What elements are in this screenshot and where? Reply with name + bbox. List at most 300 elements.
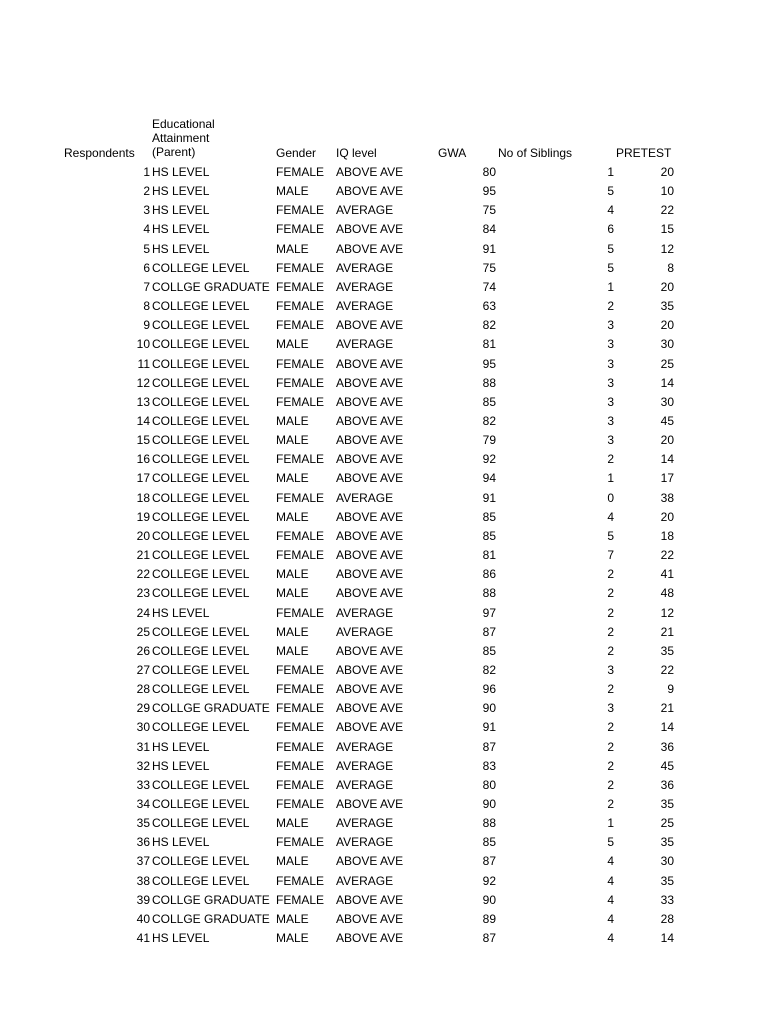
table-row	[0, 893, 768, 908]
siblings-cell: 3	[607, 337, 614, 352]
gender-cell: MALE	[276, 911, 309, 926]
gwa-cell: 84	[482, 222, 496, 237]
iq-level-cell: ABOVE AVE	[336, 796, 404, 811]
respondent-number: 27	[136, 662, 150, 677]
siblings-cell: 4	[607, 911, 614, 926]
siblings-cell: 7	[607, 548, 614, 562]
table-row	[0, 471, 768, 486]
educational-attainment-cell: COLLEGE LEVEL	[152, 509, 250, 524]
header-gender: Gender	[276, 146, 317, 160]
gender-cell: MALE	[276, 509, 309, 524]
gender-cell: MALE	[276, 931, 309, 945]
gwa-cell: 82	[482, 413, 496, 428]
pretest-cell: 20	[660, 165, 674, 179]
respondent-number: 41	[136, 931, 150, 945]
gwa-cell: 85	[482, 835, 496, 850]
siblings-cell: 2	[607, 624, 614, 639]
educational-attainment-cell: COLLEGE LEVEL	[152, 586, 250, 601]
gwa-cell: 91	[482, 490, 496, 505]
pretest-cell: 15	[660, 222, 674, 237]
table-row	[0, 318, 768, 333]
table-row	[0, 912, 768, 927]
gender-cell: FEMALE	[276, 662, 325, 677]
table-row	[0, 280, 768, 295]
table-row	[0, 606, 768, 621]
pretest-cell: 14	[660, 452, 674, 467]
respondent-number: 30	[136, 720, 150, 735]
table-row	[0, 433, 768, 448]
table-row	[0, 242, 768, 257]
gender-cell: FEMALE	[276, 548, 325, 562]
pretest-cell: 17	[660, 471, 674, 486]
respondent-number: 26	[136, 643, 150, 658]
respondent-number: 17	[136, 471, 150, 486]
iq-level-cell: AVERAGE	[336, 624, 394, 639]
pretest-cell: 30	[660, 854, 674, 869]
respondent-number: 34	[136, 796, 150, 811]
respondent-number: 29	[136, 701, 150, 716]
educational-attainment-cell: COLLGE GRADUATE	[152, 279, 270, 294]
table-row	[0, 299, 768, 314]
gender-cell: FEMALE	[276, 777, 325, 792]
respondent-number: 21	[136, 548, 150, 562]
gwa-cell: 79	[482, 433, 496, 448]
iq-level-cell: ABOVE AVE	[336, 413, 404, 428]
siblings-cell: 5	[607, 528, 614, 543]
gwa-cell: 95	[482, 184, 496, 199]
pretest-cell: 35	[660, 873, 674, 888]
iq-level-cell: AVERAGE	[336, 203, 394, 218]
respondent-number: 1	[143, 165, 150, 179]
siblings-cell: 3	[607, 701, 614, 716]
educational-attainment-cell: COLLEGE LEVEL	[152, 318, 250, 333]
respondent-number: 7	[143, 279, 150, 294]
educational-attainment-cell: COLLEGE LEVEL	[152, 662, 250, 677]
educational-attainment-cell: COLLEGE LEVEL	[152, 643, 250, 658]
respondent-number: 25	[136, 624, 150, 639]
respondent-number: 35	[136, 816, 150, 831]
gwa-cell: 75	[482, 203, 496, 218]
respondent-number: 31	[136, 739, 150, 754]
educational-attainment-cell: COLLEGE LEVEL	[152, 777, 250, 792]
table-row	[0, 203, 768, 218]
siblings-cell: 3	[607, 375, 614, 390]
iq-level-cell: AVERAGE	[336, 758, 394, 773]
educational-attainment-cell: HS LEVEL	[152, 203, 210, 218]
educational-attainment-cell: COLLEGE LEVEL	[152, 854, 250, 869]
gwa-cell: 92	[482, 452, 496, 467]
iq-level-cell: ABOVE AVE	[336, 720, 404, 735]
iq-level-cell: ABOVE AVE	[336, 318, 404, 333]
siblings-cell: 4	[607, 854, 614, 869]
iq-level-cell: ABOVE AVE	[336, 931, 404, 945]
table-row	[0, 165, 768, 180]
gwa-cell: 92	[482, 873, 496, 888]
siblings-cell: 1	[607, 471, 614, 486]
table-row	[0, 931, 768, 946]
siblings-cell: 1	[607, 279, 614, 294]
educational-attainment-cell: COLLEGE LEVEL	[152, 375, 250, 390]
siblings-cell: 2	[607, 796, 614, 811]
gwa-cell: 85	[482, 394, 496, 409]
table-row	[0, 740, 768, 755]
pretest-cell: 21	[660, 701, 674, 716]
iq-level-cell: ABOVE AVE	[336, 165, 404, 179]
table-row	[0, 874, 768, 889]
gwa-cell: 90	[482, 701, 496, 716]
gwa-cell: 95	[482, 356, 496, 371]
educational-attainment-cell: COLLEGE LEVEL	[152, 394, 250, 409]
iq-level-cell: ABOVE AVE	[336, 892, 404, 907]
gender-cell: MALE	[276, 816, 309, 831]
siblings-cell: 2	[607, 567, 614, 582]
educational-attainment-cell: COLLEGE LEVEL	[152, 490, 250, 505]
iq-level-cell: ABOVE AVE	[336, 567, 404, 582]
pretest-cell: 35	[660, 835, 674, 850]
gwa-cell: 82	[482, 662, 496, 677]
gender-cell: FEMALE	[276, 318, 325, 333]
gender-cell: FEMALE	[276, 260, 325, 275]
gwa-cell: 87	[482, 739, 496, 754]
pretest-cell: 18	[660, 528, 674, 543]
table-row	[0, 759, 768, 774]
educational-attainment-cell: COLLEGE LEVEL	[152, 567, 250, 582]
educational-attainment-cell: HS LEVEL	[152, 835, 210, 850]
gender-cell: FEMALE	[276, 222, 325, 237]
iq-level-cell: ABOVE AVE	[336, 586, 404, 601]
respondent-number: 16	[136, 452, 150, 467]
gwa-cell: 87	[482, 624, 496, 639]
respondent-number: 38	[136, 873, 150, 888]
gwa-cell: 96	[482, 682, 496, 696]
educational-attainment-cell: COLLEGE LEVEL	[152, 433, 250, 448]
table-row	[0, 548, 768, 563]
pretest-cell: 22	[660, 203, 674, 218]
iq-level-cell: AVERAGE	[336, 605, 394, 620]
gwa-cell: 86	[482, 567, 496, 582]
pretest-cell: 45	[660, 758, 674, 773]
iq-level-cell: ABOVE AVE	[336, 222, 404, 237]
gwa-cell: 63	[482, 299, 496, 313]
educational-attainment-cell: HS LEVEL	[152, 605, 210, 620]
siblings-cell: 5	[607, 184, 614, 199]
iq-level-cell: ABOVE AVE	[336, 241, 404, 256]
respondent-number: 11	[137, 356, 150, 371]
iq-level-cell: AVERAGE	[336, 816, 394, 831]
siblings-cell: 5	[607, 260, 614, 275]
pretest-cell: 35	[660, 299, 674, 313]
respondent-number: 5	[143, 241, 150, 256]
gender-cell: MALE	[276, 184, 309, 199]
table-row	[0, 586, 768, 601]
respondent-number: 8	[143, 299, 150, 313]
pretest-cell: 36	[660, 777, 674, 792]
educational-attainment-cell: COLLGE GRADUATE	[152, 911, 270, 926]
siblings-cell: 1	[607, 165, 614, 179]
iq-level-cell: AVERAGE	[336, 777, 394, 792]
educational-attainment-cell: COLLEGE LEVEL	[152, 260, 250, 275]
gender-cell: MALE	[276, 471, 309, 486]
educational-attainment-cell: COLLEGE LEVEL	[152, 528, 250, 543]
table-row	[0, 625, 768, 640]
gender-cell: FEMALE	[276, 528, 325, 543]
siblings-cell: 3	[607, 413, 614, 428]
respondent-number: 20	[136, 528, 150, 543]
pretest-cell: 20	[660, 318, 674, 333]
gwa-cell: 81	[482, 337, 496, 352]
respondent-number: 2	[143, 184, 150, 199]
siblings-cell: 1	[607, 816, 614, 831]
siblings-cell: 2	[607, 720, 614, 735]
gender-cell: MALE	[276, 586, 309, 601]
table-row	[0, 663, 768, 678]
pretest-cell: 30	[660, 337, 674, 352]
respondent-number: 39	[136, 892, 150, 907]
gender-cell: FEMALE	[276, 394, 325, 409]
siblings-cell: 3	[607, 433, 614, 448]
siblings-cell: 2	[607, 777, 614, 792]
gwa-cell: 85	[482, 509, 496, 524]
gwa-cell: 91	[482, 241, 496, 256]
educational-attainment-cell: COLLEGE LEVEL	[152, 413, 250, 428]
gender-cell: FEMALE	[276, 682, 325, 696]
respondent-number: 32	[136, 758, 150, 773]
siblings-cell: 2	[607, 643, 614, 658]
siblings-cell: 4	[607, 203, 614, 218]
respondent-number: 10	[136, 337, 150, 352]
gender-cell: MALE	[276, 624, 309, 639]
gwa-cell: 87	[482, 854, 496, 869]
gender-cell: FEMALE	[276, 720, 325, 735]
gender-cell: FEMALE	[276, 796, 325, 811]
pretest-cell: 35	[660, 796, 674, 811]
iq-level-cell: ABOVE AVE	[336, 452, 404, 467]
gender-cell: MALE	[276, 567, 309, 582]
table-row	[0, 222, 768, 237]
educational-attainment-cell: COLLEGE LEVEL	[152, 299, 250, 313]
pretest-cell: 45	[660, 413, 674, 428]
respondent-number: 28	[136, 682, 150, 696]
educational-attainment-cell: COLLEGE LEVEL	[152, 816, 250, 831]
siblings-cell: 5	[607, 835, 614, 850]
siblings-cell: 4	[607, 873, 614, 888]
pretest-cell: 12	[660, 605, 674, 620]
respondent-number: 37	[136, 854, 150, 869]
iq-level-cell: ABOVE AVE	[336, 701, 404, 716]
respondent-number: 3	[143, 203, 150, 218]
gender-cell: FEMALE	[276, 873, 325, 888]
gwa-cell: 83	[482, 758, 496, 773]
iq-level-cell: AVERAGE	[336, 337, 394, 352]
header-iq-level: IQ level	[336, 146, 377, 160]
iq-level-cell: AVERAGE	[336, 739, 394, 754]
pretest-cell: 25	[660, 356, 674, 371]
gender-cell: FEMALE	[276, 605, 325, 620]
siblings-cell: 2	[607, 605, 614, 620]
table-row	[0, 854, 768, 869]
gwa-cell: 80	[482, 777, 496, 792]
gender-cell: FEMALE	[276, 165, 325, 179]
header-respondents: Respondents	[64, 146, 135, 160]
gender-cell: FEMALE	[276, 279, 325, 294]
gender-cell: FEMALE	[276, 739, 325, 754]
gender-cell: FEMALE	[276, 892, 325, 907]
iq-level-cell: ABOVE AVE	[336, 854, 404, 869]
gwa-cell: 88	[482, 816, 496, 831]
iq-level-cell: ABOVE AVE	[336, 394, 404, 409]
gender-cell: FEMALE	[276, 203, 325, 218]
gender-cell: FEMALE	[276, 452, 325, 467]
educational-attainment-cell: HS LEVEL	[152, 758, 210, 773]
table-row	[0, 835, 768, 850]
respondent-number: 23	[136, 586, 150, 601]
siblings-cell: 2	[607, 758, 614, 773]
siblings-cell: 2	[607, 739, 614, 754]
pretest-cell: 38	[660, 490, 674, 505]
pretest-cell: 22	[660, 548, 674, 562]
table-row	[0, 529, 768, 544]
gender-cell: FEMALE	[276, 299, 325, 313]
siblings-cell: 2	[607, 452, 614, 467]
header-educational-attainment: Educational Attainment (Parent)	[152, 117, 215, 159]
educational-attainment-cell: HS LEVEL	[152, 222, 210, 237]
respondent-number: 19	[136, 509, 150, 524]
educational-attainment-cell: COLLEGE LEVEL	[152, 682, 250, 696]
respondent-number: 12	[136, 375, 150, 390]
pretest-cell: 21	[660, 624, 674, 639]
pretest-cell: 25	[660, 816, 674, 831]
iq-level-cell: AVERAGE	[336, 835, 394, 850]
pretest-cell: 14	[660, 931, 674, 945]
iq-level-cell: AVERAGE	[336, 490, 394, 505]
iq-level-cell: ABOVE AVE	[336, 548, 404, 562]
educational-attainment-cell: COLLEGE LEVEL	[152, 720, 250, 735]
pretest-cell: 10	[660, 184, 674, 199]
siblings-cell: 2	[607, 682, 614, 696]
table-row	[0, 376, 768, 391]
iq-level-cell: AVERAGE	[336, 279, 394, 294]
pretest-cell: 9	[667, 682, 674, 696]
gwa-cell: 88	[482, 375, 496, 390]
siblings-cell: 6	[607, 222, 614, 237]
siblings-cell: 3	[607, 394, 614, 409]
iq-level-cell: AVERAGE	[336, 873, 394, 888]
respondent-number: 24	[136, 605, 150, 620]
pretest-cell: 8	[667, 260, 674, 275]
pretest-cell: 33	[660, 892, 674, 907]
respondent-number: 4	[143, 222, 150, 237]
gwa-cell: 74	[482, 279, 496, 294]
pretest-cell: 22	[660, 662, 674, 677]
respondent-number: 22	[136, 567, 150, 582]
table-row	[0, 184, 768, 199]
educational-attainment-cell: HS LEVEL	[152, 184, 210, 199]
table-row	[0, 337, 768, 352]
gwa-cell: 75	[482, 260, 496, 275]
respondent-number: 6	[143, 260, 150, 275]
table-row	[0, 682, 768, 697]
table-row	[0, 644, 768, 659]
iq-level-cell: ABOVE AVE	[336, 356, 404, 371]
gender-cell: FEMALE	[276, 375, 325, 390]
table-row	[0, 414, 768, 429]
gender-cell: MALE	[276, 643, 309, 658]
siblings-cell: 5	[607, 241, 614, 256]
table-row	[0, 491, 768, 506]
gender-cell: MALE	[276, 433, 309, 448]
gwa-cell: 85	[482, 643, 496, 658]
siblings-cell: 4	[607, 892, 614, 907]
header-pretest: PRETEST	[616, 146, 672, 160]
respondent-number: 14	[136, 413, 150, 428]
iq-level-cell: ABOVE AVE	[336, 643, 404, 658]
gwa-cell: 94	[482, 471, 496, 486]
pretest-cell: 28	[660, 911, 674, 926]
educational-attainment-cell: COLLEGE LEVEL	[152, 796, 250, 811]
siblings-cell: 3	[607, 662, 614, 677]
table-row	[0, 261, 768, 276]
pretest-cell: 20	[660, 433, 674, 448]
educational-attainment-cell: HS LEVEL	[152, 931, 210, 945]
table-row	[0, 357, 768, 372]
header-gwa: GWA	[438, 146, 467, 160]
gender-cell: MALE	[276, 413, 309, 428]
pretest-cell: 35	[660, 643, 674, 658]
siblings-cell: 4	[607, 509, 614, 524]
gwa-cell: 90	[482, 892, 496, 907]
educational-attainment-cell: HS LEVEL	[152, 739, 210, 754]
iq-level-cell: ABOVE AVE	[336, 433, 404, 448]
siblings-cell: 2	[607, 299, 614, 313]
table-row	[0, 567, 768, 582]
iq-level-cell: ABOVE AVE	[336, 662, 404, 677]
educational-attainment-cell: COLLGE GRADUATE	[152, 701, 270, 716]
gwa-cell: 87	[482, 931, 496, 945]
gender-cell: FEMALE	[276, 701, 325, 716]
table-row	[0, 452, 768, 467]
pretest-cell: 14	[660, 720, 674, 735]
pretest-cell: 30	[660, 394, 674, 409]
educational-attainment-cell: HS LEVEL	[152, 165, 210, 179]
pretest-cell: 41	[660, 567, 674, 582]
respondent-number: 18	[136, 490, 150, 505]
siblings-cell: 4	[607, 931, 614, 945]
gender-cell: MALE	[276, 241, 309, 256]
iq-level-cell: ABOVE AVE	[336, 509, 404, 524]
pretest-cell: 12	[660, 241, 674, 256]
gwa-cell: 90	[482, 796, 496, 811]
pretest-cell: 48	[660, 586, 674, 601]
iq-level-cell: ABOVE AVE	[336, 528, 404, 543]
pretest-cell: 14	[660, 375, 674, 390]
educational-attainment-cell: COLLEGE LEVEL	[152, 471, 250, 486]
gender-cell: MALE	[276, 337, 309, 352]
pretest-cell: 36	[660, 739, 674, 754]
gwa-cell: 81	[482, 548, 496, 562]
table-row	[0, 510, 768, 525]
siblings-cell: 2	[607, 586, 614, 601]
respondent-number: 13	[136, 394, 150, 409]
pretest-cell: 20	[660, 509, 674, 524]
respondent-number: 9	[143, 318, 150, 333]
educational-attainment-cell: COLLEGE LEVEL	[152, 548, 250, 562]
iq-level-cell: ABOVE AVE	[336, 184, 404, 199]
iq-level-cell: ABOVE AVE	[336, 911, 404, 926]
respondent-number: 36	[136, 835, 150, 850]
table-row	[0, 816, 768, 831]
educational-attainment-cell: COLLEGE LEVEL	[152, 624, 250, 639]
table-row	[0, 701, 768, 716]
